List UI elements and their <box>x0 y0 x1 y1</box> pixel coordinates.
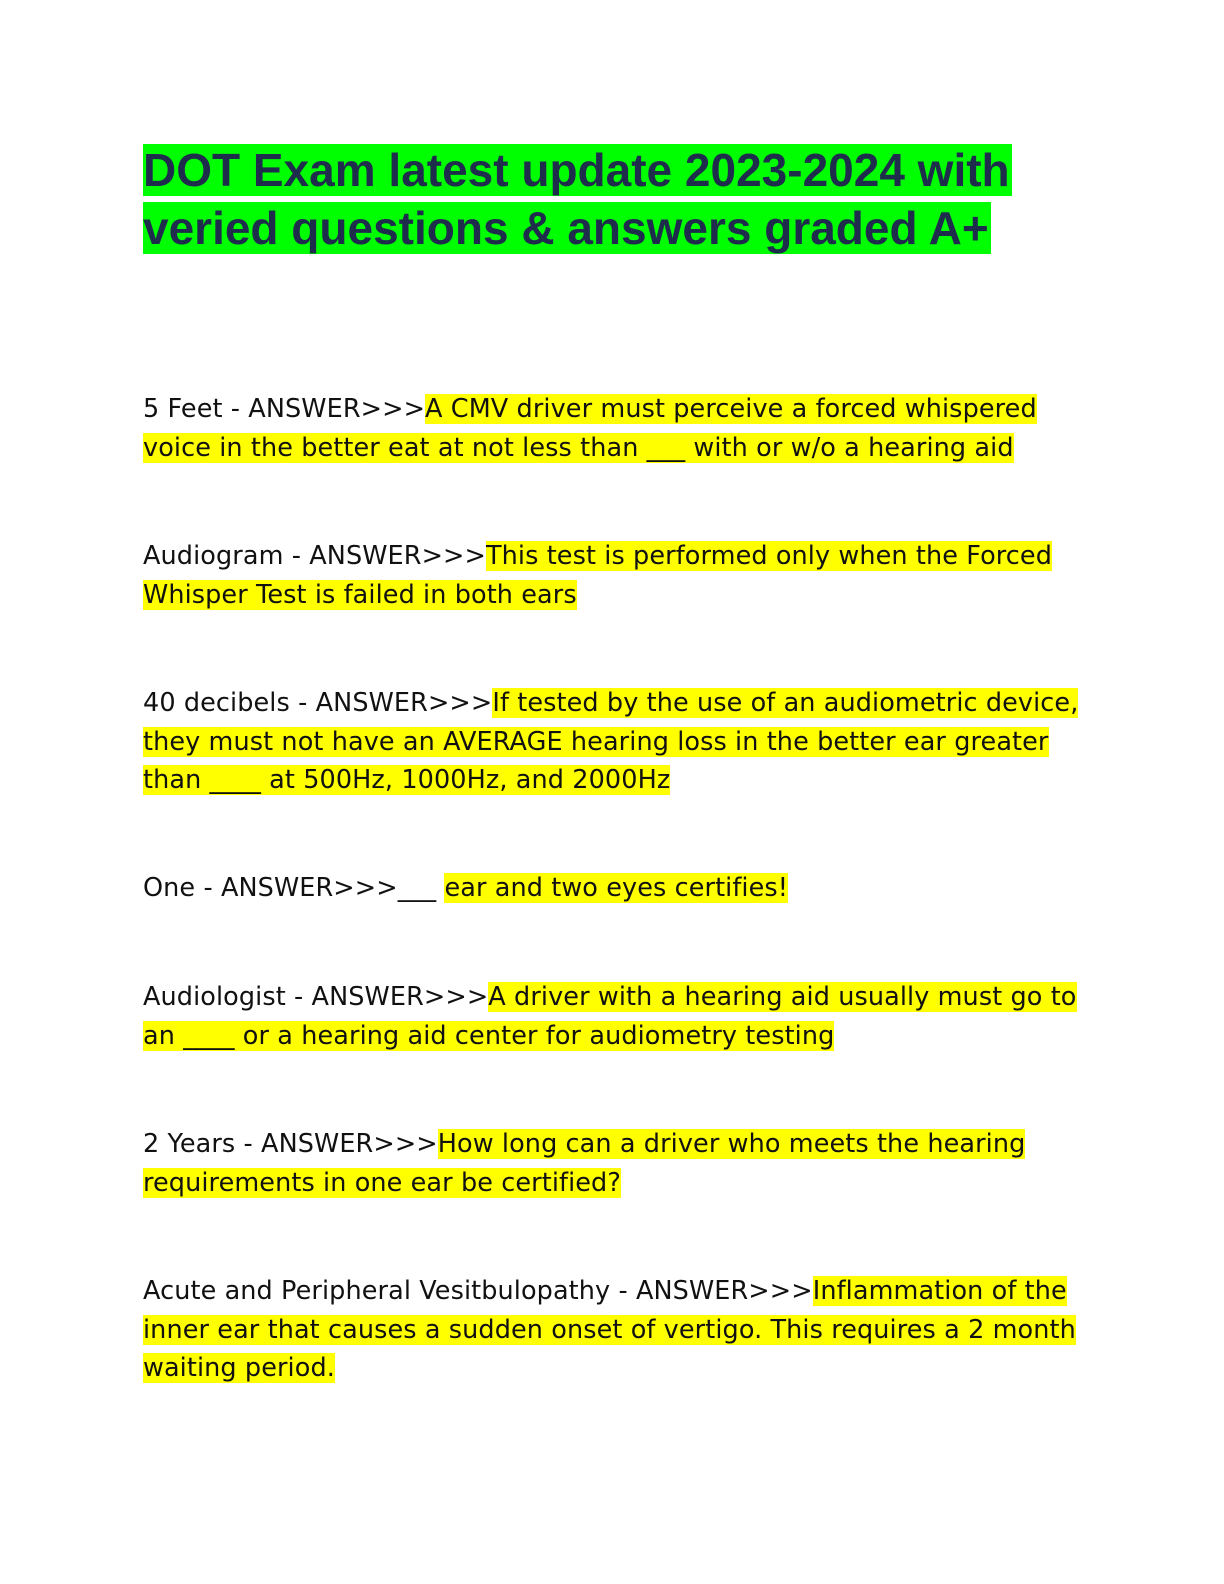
qa-separator: - ANSWER>>> <box>285 982 489 1012</box>
qa-answer: If tested by the use of an audiometric device, they must not have an AVERAGE hearing loss in the better ear greater than ____ at 500Hz, 1000Hz, and 2000Hz <box>143 688 1079 795</box>
qa-answer: Inflammation of the inner ear that causes a sudden onset of vertigo. This requires a 2 month waiting period. <box>143 1276 1076 1383</box>
qa-separator: - ANSWER>>> <box>195 873 398 903</box>
qa-item-2-years <box>143 1125 1083 1202</box>
qa-term: 5 Feet <box>143 394 223 424</box>
qa-separator: - ANSWER>>> <box>235 1129 438 1159</box>
qa-term: One <box>143 873 196 903</box>
qa-term: Audiogram <box>143 541 284 571</box>
qa-prefix: ___ <box>397 873 445 903</box>
title-text: DOT Exam latest update 2023-2024 with veried questions & answers graded A+ <box>143 144 1010 254</box>
qa-answer: A CMV driver must perceive a forced whispered voice in the better eat at not less than ___ with or w/o a hearing aid <box>143 394 1037 463</box>
qa-term: 40 decibels <box>143 688 290 718</box>
qa-item-audiologist <box>143 978 1083 1055</box>
qa-separator: - ANSWER>>> <box>283 541 486 571</box>
qa-answer: A driver with a hearing aid usually must go to an ____ or a hearing aid center for audiometry testing <box>143 982 1077 1051</box>
qa-item-5-feet <box>143 390 1083 467</box>
qa-answer: This test is performed only when the Forced Whisper Test is failed in both ears <box>143 541 1052 610</box>
qa-separator: - ANSWER>>> <box>222 394 426 424</box>
qa-answer: ear and two eyes certifies! <box>444 873 789 903</box>
qa-item-one <box>143 869 1083 908</box>
qa-item-acute-peripheral-vestibulopathy <box>143 1272 1083 1388</box>
document-title <box>143 141 1073 257</box>
qa-separator: - ANSWER>>> <box>289 688 493 718</box>
qa-separator: - ANSWER>>> <box>610 1276 813 1306</box>
qa-item-40-decibels <box>143 684 1083 800</box>
qa-answer: How long can a driver who meets the hearing requirements in one ear be certified? <box>143 1129 1026 1198</box>
qa-item-audiogram <box>143 537 1083 614</box>
qa-term: 2 Years <box>143 1129 236 1159</box>
qa-term: Audiologist <box>143 982 286 1012</box>
qa-term: Acute and Peripheral Vesitbulopathy <box>143 1276 611 1306</box>
